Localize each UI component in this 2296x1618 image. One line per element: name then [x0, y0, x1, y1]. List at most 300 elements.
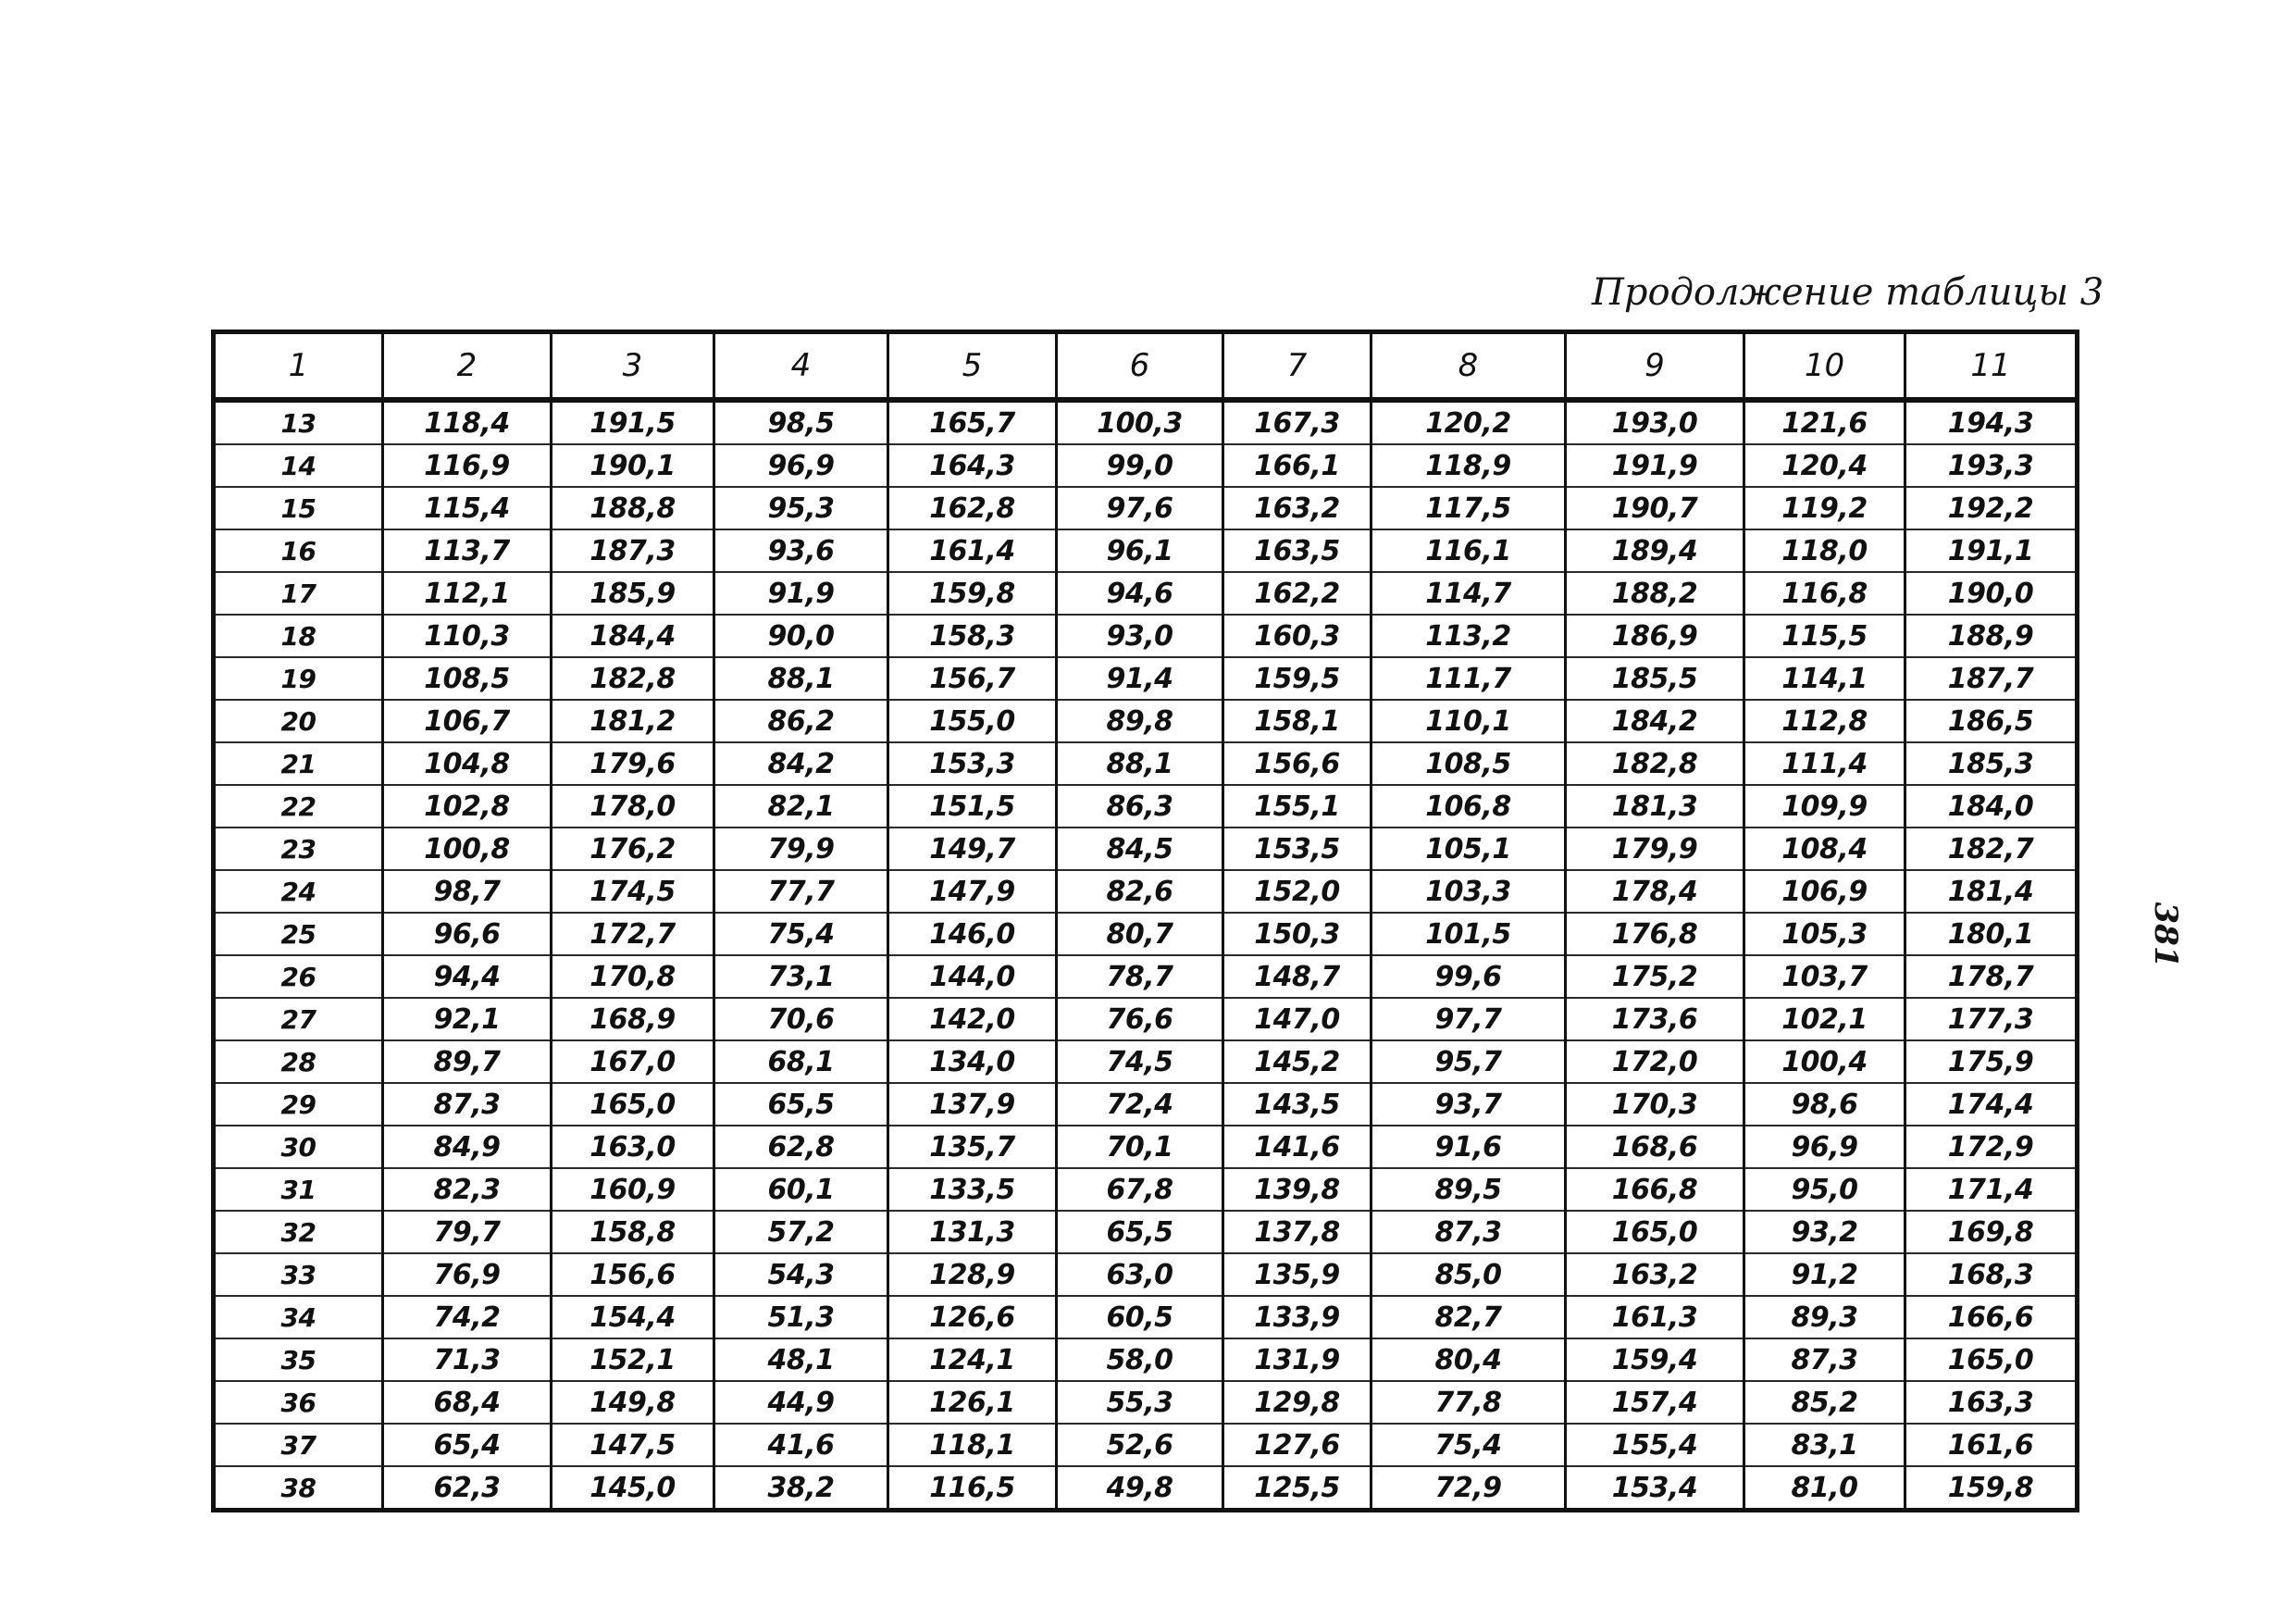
table-cell: 109,9 — [1744, 785, 1905, 828]
table-cell: 156,7 — [888, 657, 1057, 700]
table-cell: 116,8 — [1744, 572, 1905, 615]
column-header-5: 5 — [888, 332, 1057, 401]
table-cell: 86,3 — [1057, 785, 1223, 828]
column-header-3: 3 — [552, 332, 714, 401]
table-cell: 78,7 — [1057, 955, 1223, 998]
table-cell: 82,3 — [383, 1168, 552, 1211]
table-cell: 178,4 — [1566, 870, 1744, 913]
table-cell: 134,0 — [888, 1040, 1057, 1083]
table-cell: 115,5 — [1744, 615, 1905, 657]
table-cell: 135,9 — [1223, 1253, 1371, 1296]
table-cell: 44,9 — [714, 1381, 888, 1424]
table-cell: 116,1 — [1371, 529, 1566, 572]
table-cell: 168,3 — [1905, 1253, 2078, 1296]
table-row — [214, 998, 2078, 1040]
table-cell: 106,7 — [383, 700, 552, 742]
table-cell: 194,3 — [1905, 400, 2078, 444]
table-cell: 176,8 — [1566, 913, 1744, 955]
table-row — [214, 828, 2078, 870]
table-cell: 108,5 — [383, 657, 552, 700]
table-cell: 73,1 — [714, 955, 888, 998]
table-cell: 190,1 — [552, 444, 714, 487]
row-key-cell: 13 — [214, 400, 383, 444]
table-cell: 96,6 — [383, 913, 552, 955]
table-cell: 149,8 — [552, 1381, 714, 1424]
row-key-cell: 38 — [214, 1466, 383, 1511]
table-row — [214, 785, 2078, 828]
table-cell: 166,1 — [1223, 444, 1371, 487]
table-cell: 157,4 — [1566, 1381, 1744, 1424]
table-cell: 93,7 — [1371, 1083, 1566, 1126]
table-cell: 167,0 — [552, 1040, 714, 1083]
table-cell: 163,2 — [1223, 487, 1371, 529]
table-cell: 131,9 — [1223, 1338, 1371, 1381]
table-cell: 95,0 — [1744, 1168, 1905, 1211]
table-cell: 159,8 — [1905, 1466, 2078, 1511]
table-cell: 153,3 — [888, 742, 1057, 785]
table-cell: 101,5 — [1371, 913, 1566, 955]
table-cell: 147,5 — [552, 1424, 714, 1466]
table-cell: 190,0 — [1905, 572, 2078, 615]
table-row — [214, 955, 2078, 998]
table-cell: 63,0 — [1057, 1253, 1223, 1296]
table-cell: 179,6 — [552, 742, 714, 785]
table-cell: 93,6 — [714, 529, 888, 572]
table-cell: 110,1 — [1371, 700, 1566, 742]
table-cell: 103,3 — [1371, 870, 1566, 913]
table-cell: 118,4 — [383, 400, 552, 444]
table-cell: 158,1 — [1223, 700, 1371, 742]
row-key-cell: 20 — [214, 700, 383, 742]
table-cell: 191,5 — [552, 400, 714, 444]
table-cell: 185,3 — [1905, 742, 2078, 785]
table-cell: 113,2 — [1371, 615, 1566, 657]
table-cell: 113,7 — [383, 529, 552, 572]
table-cell: 79,9 — [714, 828, 888, 870]
table-cell: 75,4 — [714, 913, 888, 955]
table-cell: 67,8 — [1057, 1168, 1223, 1211]
table-cell: 145,2 — [1223, 1040, 1371, 1083]
table-cell: 82,7 — [1371, 1296, 1566, 1338]
table-cell: 60,1 — [714, 1168, 888, 1211]
table-cell: 100,3 — [1057, 400, 1223, 444]
row-key-cell: 17 — [214, 572, 383, 615]
table-cell: 82,6 — [1057, 870, 1223, 913]
table-cell: 184,0 — [1905, 785, 2078, 828]
table-cell: 95,7 — [1371, 1040, 1566, 1083]
table-cell: 62,3 — [383, 1466, 552, 1511]
table-cell: 184,2 — [1566, 700, 1744, 742]
column-header-11: 11 — [1905, 332, 2078, 401]
table-cell: 93,0 — [1057, 615, 1223, 657]
table-cell: 180,1 — [1905, 913, 2078, 955]
table-cell: 72,4 — [1057, 1083, 1223, 1126]
table-cell: 114,7 — [1371, 572, 1566, 615]
table-cell: 159,8 — [888, 572, 1057, 615]
table-cell: 77,7 — [714, 870, 888, 913]
table-cell: 172,7 — [552, 913, 714, 955]
row-key-cell: 21 — [214, 742, 383, 785]
table-cell: 106,8 — [1371, 785, 1566, 828]
table-cell: 190,7 — [1566, 487, 1744, 529]
table-cell: 54,3 — [714, 1253, 888, 1296]
table-row — [214, 1296, 2078, 1338]
table-cell: 144,0 — [888, 955, 1057, 998]
table-cell: 94,6 — [1057, 572, 1223, 615]
table-cell: 188,9 — [1905, 615, 2078, 657]
table-cell: 108,4 — [1744, 828, 1905, 870]
table-cell: 102,1 — [1744, 998, 1905, 1040]
table-row — [214, 1424, 2078, 1466]
table-cell: 103,7 — [1744, 955, 1905, 998]
table-cell: 49,8 — [1057, 1466, 1223, 1511]
table-cell: 115,4 — [383, 487, 552, 529]
row-key-cell: 31 — [214, 1168, 383, 1211]
table-cell: 174,5 — [552, 870, 714, 913]
table-row — [214, 1040, 2078, 1083]
table-cell: 145,0 — [552, 1466, 714, 1511]
page-number: 381 — [2147, 902, 2184, 968]
table-cell: 126,1 — [888, 1381, 1057, 1424]
data-table — [211, 330, 2079, 1512]
table-cell: 139,8 — [1223, 1168, 1371, 1211]
table-cell: 127,6 — [1223, 1424, 1371, 1466]
column-header-6: 6 — [1057, 332, 1223, 401]
table-row — [214, 1253, 2078, 1296]
table-row — [214, 1381, 2078, 1424]
table-cell: 188,8 — [552, 487, 714, 529]
table-cell: 147,9 — [888, 870, 1057, 913]
table-row — [214, 657, 2078, 700]
row-key-cell: 29 — [214, 1083, 383, 1126]
table-cell: 170,8 — [552, 955, 714, 998]
row-key-cell: 36 — [214, 1381, 383, 1424]
table-cell: 81,0 — [1744, 1466, 1905, 1511]
table-cell: 94,4 — [383, 955, 552, 998]
table-cell: 162,8 — [888, 487, 1057, 529]
table-cell: 175,2 — [1566, 955, 1744, 998]
table-cell: 68,1 — [714, 1040, 888, 1083]
table-cell: 166,6 — [1905, 1296, 2078, 1338]
table-cell: 57,2 — [714, 1211, 888, 1253]
table-cell: 148,7 — [1223, 955, 1371, 998]
row-key-cell: 15 — [214, 487, 383, 529]
table-cell: 76,9 — [383, 1253, 552, 1296]
table-cell: 151,5 — [888, 785, 1057, 828]
table-cell: 70,1 — [1057, 1126, 1223, 1168]
table-cell: 159,5 — [1223, 657, 1371, 700]
table-cell: 172,9 — [1905, 1126, 2078, 1168]
table-body — [214, 400, 2078, 1511]
table-cell: 133,9 — [1223, 1296, 1371, 1338]
table-cell: 177,3 — [1905, 998, 2078, 1040]
table-cell: 48,1 — [714, 1338, 888, 1381]
table-cell: 155,4 — [1566, 1424, 1744, 1466]
row-key-cell: 24 — [214, 870, 383, 913]
table-cell: 170,3 — [1566, 1083, 1744, 1126]
table-cell: 105,1 — [1371, 828, 1566, 870]
table-cell: 161,4 — [888, 529, 1057, 572]
table-cell: 165,7 — [888, 400, 1057, 444]
table-cell: 150,3 — [1223, 913, 1371, 955]
table-cell: 182,7 — [1905, 828, 2078, 870]
table-cell: 88,1 — [714, 657, 888, 700]
table-cell: 105,3 — [1744, 913, 1905, 955]
table-cell: 118,0 — [1744, 529, 1905, 572]
table-cell: 124,1 — [888, 1338, 1057, 1381]
table-cell: 65,4 — [383, 1424, 552, 1466]
column-header-1: 1 — [214, 332, 383, 401]
table-cell: 41,6 — [714, 1424, 888, 1466]
column-header-4: 4 — [714, 332, 888, 401]
table-cell: 38,2 — [714, 1466, 888, 1511]
table-cell: 156,6 — [552, 1253, 714, 1296]
table-cell: 188,2 — [1566, 572, 1744, 615]
table-cell: 80,7 — [1057, 913, 1223, 955]
table-cell: 189,4 — [1566, 529, 1744, 572]
row-key-cell: 16 — [214, 529, 383, 572]
table-cell: 143,5 — [1223, 1083, 1371, 1126]
table-cell: 129,8 — [1223, 1381, 1371, 1424]
table-cell: 193,0 — [1566, 400, 1744, 444]
table-cell: 97,6 — [1057, 487, 1223, 529]
table-cell: 87,3 — [383, 1083, 552, 1126]
table-cell: 75,4 — [1371, 1424, 1566, 1466]
table-cell: 96,1 — [1057, 529, 1223, 572]
column-header-2: 2 — [383, 332, 552, 401]
table-cell: 88,1 — [1057, 742, 1223, 785]
table-cell: 65,5 — [1057, 1211, 1223, 1253]
table-cell: 161,6 — [1905, 1424, 2078, 1466]
table-cell: 187,7 — [1905, 657, 2078, 700]
row-key-cell: 35 — [214, 1338, 383, 1381]
table-cell: 149,7 — [888, 828, 1057, 870]
table-cell: 165,0 — [552, 1083, 714, 1126]
table-cell: 187,3 — [552, 529, 714, 572]
row-key-cell: 18 — [214, 615, 383, 657]
table-cell: 186,5 — [1905, 700, 2078, 742]
table-cell: 62,8 — [714, 1126, 888, 1168]
table-cell: 119,2 — [1744, 487, 1905, 529]
table-row — [214, 1126, 2078, 1168]
column-header-9: 9 — [1566, 332, 1744, 401]
table-cell: 155,1 — [1223, 785, 1371, 828]
table-cell: 111,7 — [1371, 657, 1566, 700]
table-cell: 135,7 — [888, 1126, 1057, 1168]
table-cell: 163,3 — [1905, 1381, 2078, 1424]
table-cell: 80,4 — [1371, 1338, 1566, 1381]
table-cell: 93,2 — [1744, 1211, 1905, 1253]
table-row — [214, 1168, 2078, 1211]
table-cell: 83,1 — [1744, 1424, 1905, 1466]
table-cell: 86,2 — [714, 700, 888, 742]
row-key-cell: 25 — [214, 913, 383, 955]
table-cell: 172,0 — [1566, 1040, 1744, 1083]
table-cell: 89,8 — [1057, 700, 1223, 742]
table-cell: 181,3 — [1566, 785, 1744, 828]
row-key-cell: 32 — [214, 1211, 383, 1253]
table-cell: 179,9 — [1566, 828, 1744, 870]
table-cell: 184,4 — [552, 615, 714, 657]
table-cell: 152,0 — [1223, 870, 1371, 913]
table-cell: 164,3 — [888, 444, 1057, 487]
row-key-cell: 37 — [214, 1424, 383, 1466]
table-cell: 65,5 — [714, 1083, 888, 1126]
table-cell: 99,0 — [1057, 444, 1223, 487]
table-cell: 92,1 — [383, 998, 552, 1040]
table-cell: 71,3 — [383, 1338, 552, 1381]
table-cell: 158,8 — [552, 1211, 714, 1253]
table-cell: 96,9 — [1744, 1126, 1905, 1168]
table-cell: 160,3 — [1223, 615, 1371, 657]
table-cell: 58,0 — [1057, 1338, 1223, 1381]
table-cell: 118,1 — [888, 1424, 1057, 1466]
table-cell: 121,6 — [1744, 400, 1905, 444]
table-cell: 85,2 — [1744, 1381, 1905, 1424]
table-row — [214, 870, 2078, 913]
table-cell: 128,9 — [888, 1253, 1057, 1296]
table-cell: 155,0 — [888, 700, 1057, 742]
table-cell: 82,1 — [714, 785, 888, 828]
table-cell: 98,6 — [1744, 1083, 1905, 1126]
table-cell: 185,9 — [552, 572, 714, 615]
table-cell: 133,5 — [888, 1168, 1057, 1211]
row-key-cell: 19 — [214, 657, 383, 700]
table-cell: 153,4 — [1566, 1466, 1744, 1511]
row-key-cell: 22 — [214, 785, 383, 828]
table-cell: 110,3 — [383, 615, 552, 657]
table-cell: 137,8 — [1223, 1211, 1371, 1253]
table-cell: 165,0 — [1905, 1338, 2078, 1381]
table-cell: 168,9 — [552, 998, 714, 1040]
table-cell: 141,6 — [1223, 1126, 1371, 1168]
table-cell: 84,9 — [383, 1126, 552, 1168]
table-cell: 117,5 — [1371, 487, 1566, 529]
table-cell: 102,8 — [383, 785, 552, 828]
row-key-cell: 28 — [214, 1040, 383, 1083]
table-cell: 168,6 — [1566, 1126, 1744, 1168]
table-cell: 52,6 — [1057, 1424, 1223, 1466]
table-cell: 79,7 — [383, 1211, 552, 1253]
table-row — [214, 700, 2078, 742]
table-cell: 116,5 — [888, 1466, 1057, 1511]
table-row — [214, 1211, 2078, 1253]
table-cell: 175,9 — [1905, 1040, 2078, 1083]
table-cell: 169,8 — [1905, 1211, 2078, 1253]
table-cell: 120,4 — [1744, 444, 1905, 487]
column-header-10: 10 — [1744, 332, 1905, 401]
table-cell: 192,2 — [1905, 487, 2078, 529]
table-cell: 98,7 — [383, 870, 552, 913]
table-cell: 112,1 — [383, 572, 552, 615]
table-cell: 178,7 — [1905, 955, 2078, 998]
table-cell: 98,5 — [714, 400, 888, 444]
table-cell: 100,8 — [383, 828, 552, 870]
table-cell: 91,9 — [714, 572, 888, 615]
table-cell: 182,8 — [1566, 742, 1744, 785]
table-cell: 173,6 — [1566, 998, 1744, 1040]
row-key-cell: 27 — [214, 998, 383, 1040]
table-cell: 137,9 — [888, 1083, 1057, 1126]
table-cell: 152,1 — [552, 1338, 714, 1381]
table-cell: 161,3 — [1566, 1296, 1744, 1338]
table-cell: 91,4 — [1057, 657, 1223, 700]
table-cell: 104,8 — [383, 742, 552, 785]
table-cell: 72,9 — [1371, 1466, 1566, 1511]
table-row — [214, 529, 2078, 572]
table-cell: 147,0 — [1223, 998, 1371, 1040]
table-cell: 74,5 — [1057, 1040, 1223, 1083]
table-cell: 162,2 — [1223, 572, 1371, 615]
table-cell: 60,5 — [1057, 1296, 1223, 1338]
table-cell: 125,5 — [1223, 1466, 1371, 1511]
table-cell: 91,2 — [1744, 1253, 1905, 1296]
table-cell: 163,2 — [1566, 1253, 1744, 1296]
table-row — [214, 487, 2078, 529]
table-cell: 154,4 — [552, 1296, 714, 1338]
table-cell: 163,0 — [552, 1126, 714, 1168]
row-key-cell: 30 — [214, 1126, 383, 1168]
table-cell: 118,9 — [1371, 444, 1566, 487]
table-cell: 91,6 — [1371, 1126, 1566, 1168]
table-cell: 142,0 — [888, 998, 1057, 1040]
table-cell: 166,8 — [1566, 1168, 1744, 1211]
table-cell: 108,5 — [1371, 742, 1566, 785]
table-row — [214, 400, 2078, 444]
table-cell: 191,9 — [1566, 444, 1744, 487]
table-cell: 171,4 — [1905, 1168, 2078, 1211]
table-cell: 182,8 — [552, 657, 714, 700]
table-row — [214, 444, 2078, 487]
table-cell: 89,7 — [383, 1040, 552, 1083]
table-cell: 74,2 — [383, 1296, 552, 1338]
table-cell: 55,3 — [1057, 1381, 1223, 1424]
table-cell: 76,6 — [1057, 998, 1223, 1040]
table-cell: 167,3 — [1223, 400, 1371, 444]
table-cell: 89,3 — [1744, 1296, 1905, 1338]
table-cell: 106,9 — [1744, 870, 1905, 913]
table-row — [214, 572, 2078, 615]
table-row — [214, 742, 2078, 785]
table-cell: 85,0 — [1371, 1253, 1566, 1296]
table-row — [214, 615, 2078, 657]
table-cell: 126,6 — [888, 1296, 1057, 1338]
table-cell: 112,8 — [1744, 700, 1905, 742]
table-cell: 159,4 — [1566, 1338, 1744, 1381]
table-cell: 178,0 — [552, 785, 714, 828]
table-cell: 89,5 — [1371, 1168, 1566, 1211]
table-cell: 84,2 — [714, 742, 888, 785]
table-cell: 77,8 — [1371, 1381, 1566, 1424]
table-cell: 185,5 — [1566, 657, 1744, 700]
table-cell: 131,3 — [888, 1211, 1057, 1253]
table-cell: 97,7 — [1371, 998, 1566, 1040]
table-cell: 99,6 — [1371, 955, 1566, 998]
table-cell: 116,9 — [383, 444, 552, 487]
row-key-cell: 33 — [214, 1253, 383, 1296]
table-cell: 96,9 — [714, 444, 888, 487]
table-cell: 176,2 — [552, 828, 714, 870]
table-cell: 181,4 — [1905, 870, 2078, 913]
table-cell: 156,6 — [1223, 742, 1371, 785]
table-cell: 90,0 — [714, 615, 888, 657]
table-cell: 186,9 — [1566, 615, 1744, 657]
table-cell: 146,0 — [888, 913, 1057, 955]
row-key-cell: 14 — [214, 444, 383, 487]
column-header-8: 8 — [1371, 332, 1566, 401]
table-row — [214, 1083, 2078, 1126]
table-cell: 193,3 — [1905, 444, 2078, 487]
